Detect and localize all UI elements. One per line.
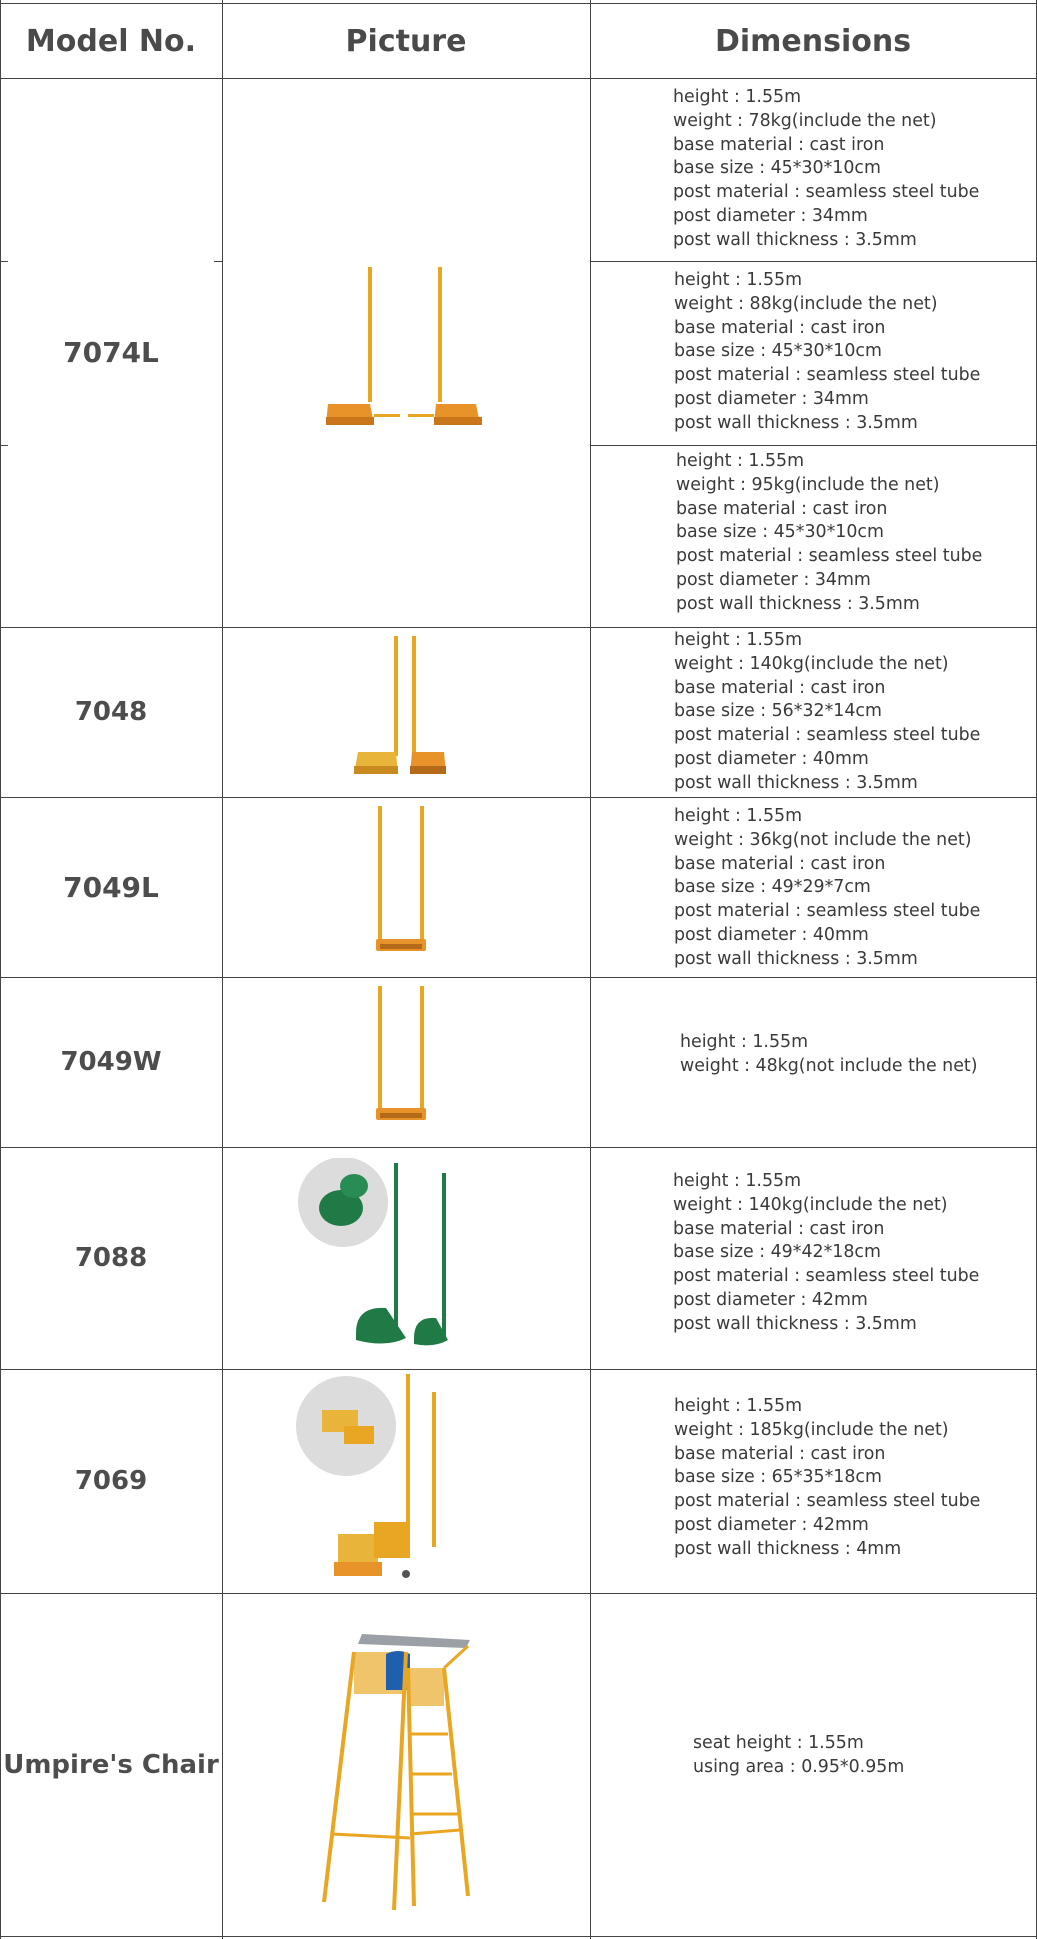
spec-line: post wall thickness : 3.5mm [673,229,917,250]
spec-line: post diameter : 40mm [674,924,869,945]
spec-line: base material : cast iron [674,853,886,874]
rule [0,1936,1037,1937]
header-model-no: Model No. [25,23,197,59]
spec-line: post diameter : 40mm [674,748,869,769]
spec-line: base material : cast iron [673,134,885,155]
rule [222,0,223,1939]
picture-7049W [370,984,430,1130]
model-7074L: 7074L [63,336,159,369]
model-7048: 7048 [74,697,148,727]
spec-line: base material : cast iron [674,677,886,698]
spec-line: height : 1.55m [674,806,803,826]
spec-line: post material : seamless steel tube [676,546,983,567]
spec-line: post wall thickness : 3.5mm [674,412,918,433]
spec-line: weight : 140kg(include the net) [673,1194,948,1215]
spec-line: weight : 36kg(not include the net) [674,829,972,850]
spec-line: height : 1.55m [674,1396,803,1416]
spec-line: base material : cast iron [676,498,888,519]
spec-line: height : 1.55m [680,1032,809,1052]
spec-line: height : 1.55m [673,1171,802,1191]
specs-7088 [673,1170,979,1337]
picture-7074L [318,262,488,432]
spec-line: base material : cast iron [674,1443,886,1464]
spec-line: post wall thickness : 3.5mm [674,772,918,793]
spec-line: post material : seamless steel tube [673,182,980,203]
spec-line: weight : 185kg(include the net) [674,1419,949,1440]
header-dimensions: Dimensions [714,23,912,59]
model-7069: 7069 [74,1466,148,1496]
model-7049W: 7049W [60,1047,162,1077]
model-umpires-chair: Umpire's Chair [3,1749,219,1780]
specs-7074L-c [676,450,982,617]
specs-7074L-b [674,269,980,436]
model-7049L: 7049L [63,870,159,904]
picture-7048 [350,634,450,784]
spec-line: using area : 0.95*0.95m [693,1756,905,1777]
rule [590,261,1037,262]
specs-7048 [674,629,980,796]
spec-line: post material : seamless steel tube [673,1266,980,1287]
spec-line: base size : 49*29*7cm [674,877,871,898]
spec-line: post diameter : 42mm [674,1514,869,1535]
specs-7049L [674,805,980,972]
spec-line: base material : cast iron [674,317,886,338]
spec-line: post wall thickness : 3.5mm [674,948,918,969]
spec-line: post wall thickness : 3.5mm [676,593,920,614]
specs-7049W [680,1031,978,1079]
spec-line: seat height : 1.55m [693,1733,864,1753]
spec-line: post diameter : 34mm [676,569,871,590]
specs-umpires-chair [693,1732,904,1780]
spec-line: weight : 48kg(not include the net) [680,1055,978,1076]
spec-line: weight : 95kg(include the net) [676,474,940,495]
spec-line: base size : 56*32*14cm [674,701,882,722]
spec-line: base size : 45*30*10cm [673,158,881,179]
picture-7088 [296,1158,456,1368]
spec-line: height : 1.55m [676,451,805,471]
spec-line: weight : 88kg(include the net) [674,293,938,314]
spec-line: base size : 49*42*18cm [673,1242,881,1263]
rule [590,445,1037,446]
spec-line: post material : seamless steel tube [674,365,981,386]
rule [590,0,591,1939]
header-picture: Picture [345,23,467,59]
picture-umpires-chair [318,1624,478,1914]
spec-line: base material : cast iron [673,1218,885,1239]
spec-line: base size : 65*35*18cm [674,1467,882,1488]
picture-7049L [370,804,430,959]
spec-line: post material : seamless steel tube [674,725,981,746]
specs-7069 [674,1395,980,1562]
specs-7074L-a [673,86,979,253]
picture-7069 [294,1372,454,1590]
spec-line: height : 1.55m [674,630,803,650]
spec-line: height : 1.55m [673,87,802,107]
spec-line: post diameter : 34mm [673,205,868,226]
spec-line: post diameter : 42mm [673,1289,868,1310]
spec-line: weight : 78kg(include the net) [673,110,937,131]
spec-line: post material : seamless steel tube [674,1491,981,1512]
spec-line: base size : 45*30*10cm [674,341,882,362]
spec-line: post wall thickness : 3.5mm [673,1313,917,1334]
spec-line: post wall thickness : 4mm [674,1538,902,1559]
spec-line: height : 1.55m [674,270,803,290]
model-7088: 7088 [74,1243,148,1273]
spec-line: base size : 45*30*10cm [676,522,884,543]
spec-line: post material : seamless steel tube [674,901,981,922]
spec-line: weight : 140kg(include the net) [674,653,949,674]
spec-line: post diameter : 34mm [674,388,869,409]
